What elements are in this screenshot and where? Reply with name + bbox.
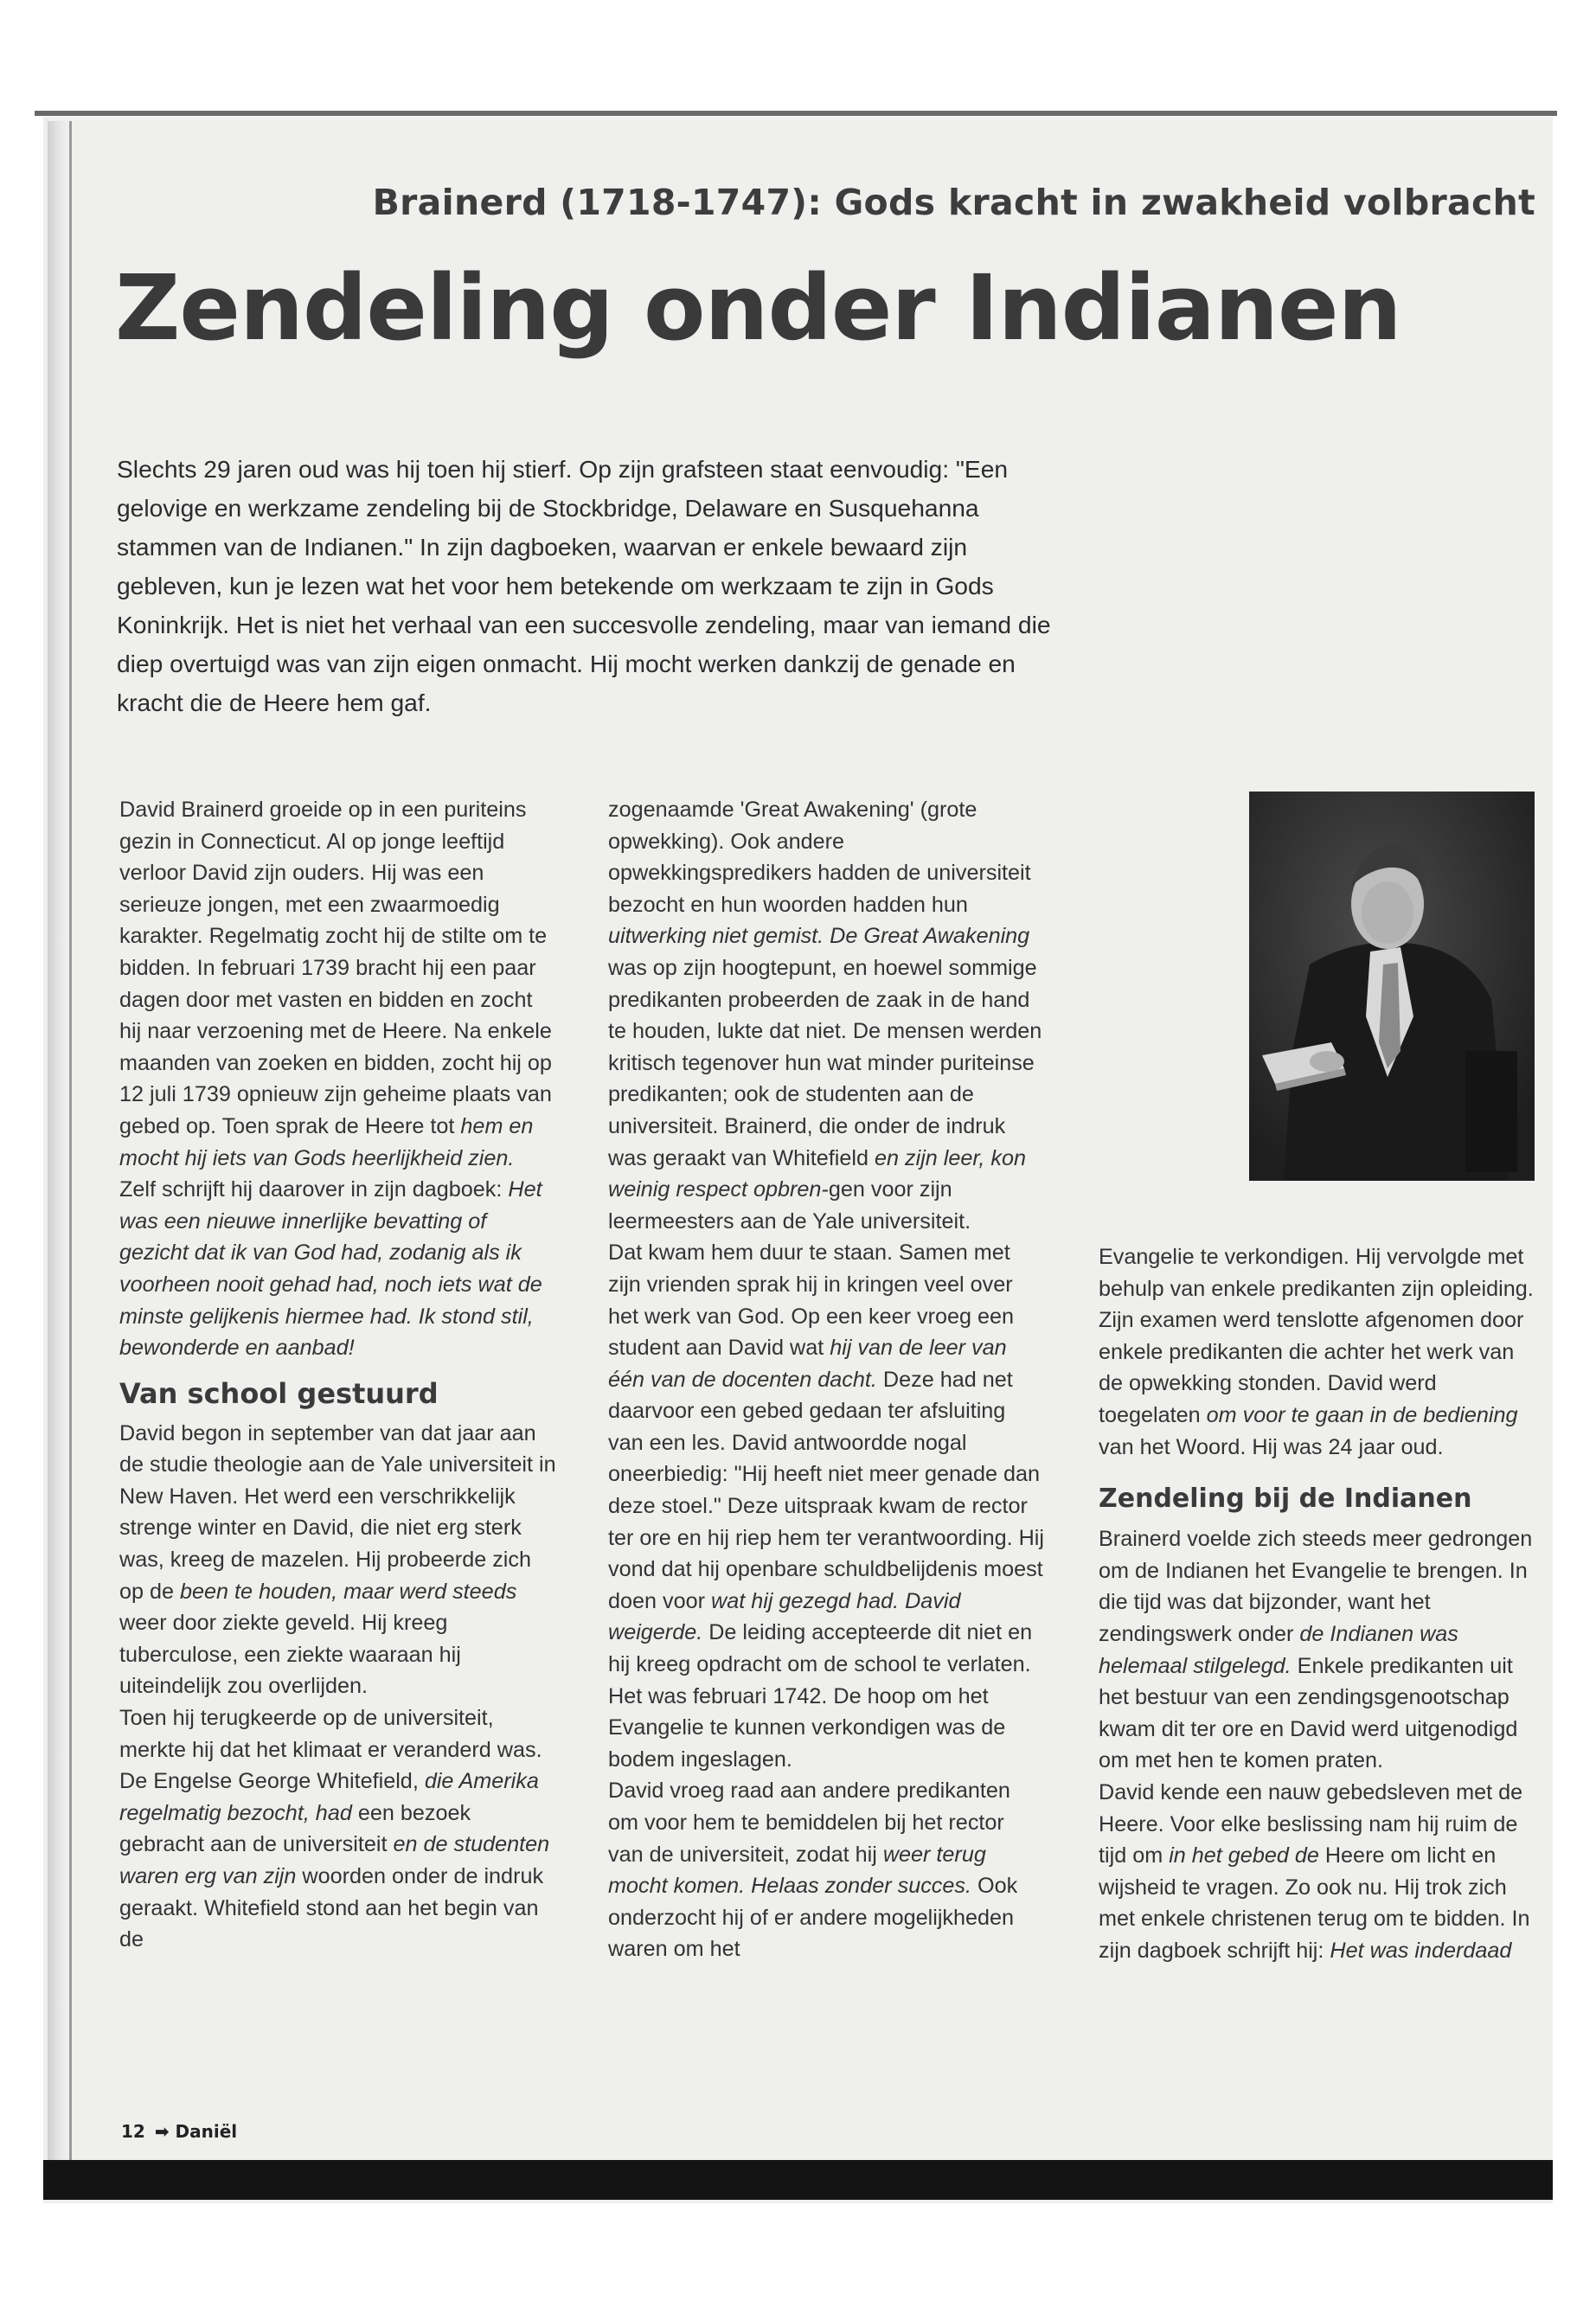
- paragraph: David vroeg raad aan andere predikanten om voor hem te bemiddelen bij het rector van de universiteit, zodat hij weer terug mocht komen. Helaas zonder succes. Ook onderzocht hij of er andere mogelijkheden waren om het: [608, 1779, 1018, 1962]
- text-column-3: [1099, 1241, 1542, 1966]
- paragraph: zogenaamde 'Great Awakening' (grote opwekking). Ook andere opwekkingspredikers hadden de universiteit bezocht en hun woorden hadden hun uitwerking niet gemist. De Great Awakening was op zijn hoogtepunt, en hoewel sommige predikanten probeerden de zaak in de hand te houden, lukte dat niet. De mensen werden kritisch tegenover hun wat minder puriteinse predikanten; ook de studenten aan de universiteit. Brainerd, die onder de indruk was geraakt van Whitefield en zijn leer, kon weinig respect opbren-gen voor zijn leermeesters aan de Yale universiteit.: [608, 798, 1042, 1234]
- binding-line: [69, 121, 72, 2180]
- article-title: Zendeling onder Indianen: [115, 255, 1401, 361]
- page-number: 12: [121, 2121, 145, 2142]
- arrow-icon: ➡: [154, 2121, 170, 2142]
- magazine-name: Daniël: [175, 2121, 238, 2142]
- text-column-2: [608, 794, 1045, 1965]
- intro-paragraph: Slechts 29 jaren oud was hij toen hij stierf. Op zijn grafsteen staat eenvoudig: "Een gelovige en werkzame zendeling bij de Stockbridge, Delaware en Susquehanna stammen van de Indianen." In zijn dagboeken, waarvan er enkele bewaard zijn gebleven, kun je lezen wat het voor hem betekende om werkzaam te zijn in Gods Koninkrijk. Het is niet het verhaal van een succesvolle zendeling, maar van iemand die diep overtuigd was van zijn eigen onmacht. Hij mocht werken dankzij de genade en kracht die de Heere hem gaf.: [117, 455, 1051, 716]
- text-column-1: [119, 794, 556, 1956]
- page-footer: [121, 2121, 237, 2142]
- paragraph: Toen hij terugkeerde op de universiteit, merkte hij dat het klimaat er veranderd was. De Engelse George Whitefield, die Amerika regelmatig bezocht, had een bezoek gebracht aan de universiteit en de studenten waren erg van zijn woorden onder de indruk geraakt. Whitefield stond aan het begin van de: [119, 1706, 550, 1952]
- portrait-illustration: [1249, 792, 1535, 1181]
- paragraph: Dat kwam hem duur te staan. Samen met zijn vrienden sprak hij in kringen veel over het werk van God. Op een keer vroeg een student aan David wat hij van de leer van één van de docenten dacht. Deze had net daarvoor een gebed gedaan ter afsluiting van een les. David antwoordde nogal oneerbiedig: "Hij heeft niet meer genade dan deze stoel." Deze uitspraak kwam de rector ter ore en hij riep hem ter verantwoording. Hij vond dat hij openbare schuldbelijdenis moest doen voor wat hij gezegd had. David weigerde. De leiding accepteerde dit niet en hij kreeg opdracht om de school te verlaten. Het was februari 1742. De hoop om het Evangelie te kunnen verkondigen was de bodem ingeslagen.: [608, 1240, 1044, 1772]
- binding-shadow: [48, 121, 67, 2180]
- bottom-edge-bar: [43, 2160, 1553, 2200]
- paragraph: David begon in september van dat jaar aan de studie theologie aan de Yale universiteit in New Haven. Het werd een verschrikkelijk strenge winter en David, die niet erg sterk was, kreeg de mazelen. Hij probeerde zich op de been te houden, maar werd steeds weer door ziekte geveld. Hij kreeg tuberculose, een ziekte waaraan hij uiteindelijk zou overlijden.: [119, 1420, 556, 1699]
- section-heading: Zendeling bij de Indianen: [1099, 1484, 1472, 1515]
- paragraph: David Brainerd groeide op in een puriteins gezin in Connecticut. Al op jonge leeftijd verloor David zijn ouders. Hij was een serieuze jongen, met een zwaarmoedig karakter. Regelmatig zocht hij de stilte om te bidden. In februari 1739 bracht hij een paar dagen door met vasten en bidden en zocht hij naar verzoening met de Heere. Na enkele maanden van zoeken en bidden, zocht hij op 12 juli 1739 opnieuw zijn geheime plaats van gebed op. Toen sprak de Heere tot hem en mocht hij iets van Gods heerlijkheid zien. Zelf schrijft hij daarover in zijn dagboek: Het was een nieuwe innerlijke bevatting of gezicht dat ik van God had, zodanig als ik voorheen nooit gehad had, noch iets wat de minste gelijkenis hiermee had. Ik stond stil, bewonderde en aanbad!: [119, 798, 552, 1361]
- section-heading: Van school gestuurd: [119, 1376, 439, 1410]
- top-edge-line: [35, 111, 1557, 116]
- paragraph: David kende een nauw gebedsleven met de Heere. Voor elke beslissing nam hij ruim de tijd om in het gebed de Heere om licht en wijsheid te vragen. Zo ook nu. Hij trok zich met enkele christenen terug om te bidden. In zijn dagboek schrijft hij: Het was inderdaad: [1099, 1779, 1530, 1963]
- portrait-photo: [1249, 792, 1535, 1181]
- paragraph: Brainerd voelde zich steeds meer gedrongen om de Indianen het Evangelie te brengen. In die tijd was dat bijzonder, want het zendingswerk onder de Indianen was helemaal stilgelegd. Enkele predikanten uit het bestuur van een zendingsgenootschap kwam dit ter ore en David werd uitgenodigd om met hen te komen praten.: [1099, 1527, 1533, 1773]
- article-kicker: Brainerd (1718-1747): Gods kracht in zwakheid volbracht: [372, 182, 1535, 223]
- paragraph: Evangelie te verkondigen. Hij vervolgde met behulp van enkele predikanten zijn opleiding. Zijn examen werd tenslotte afgenomen door enkele predikanten die achter het werk van de opwekking stonden. David werd toegelaten om voor te gaan in de bediening van het Woord. Hij was 24 jaar oud.: [1099, 1245, 1534, 1459]
